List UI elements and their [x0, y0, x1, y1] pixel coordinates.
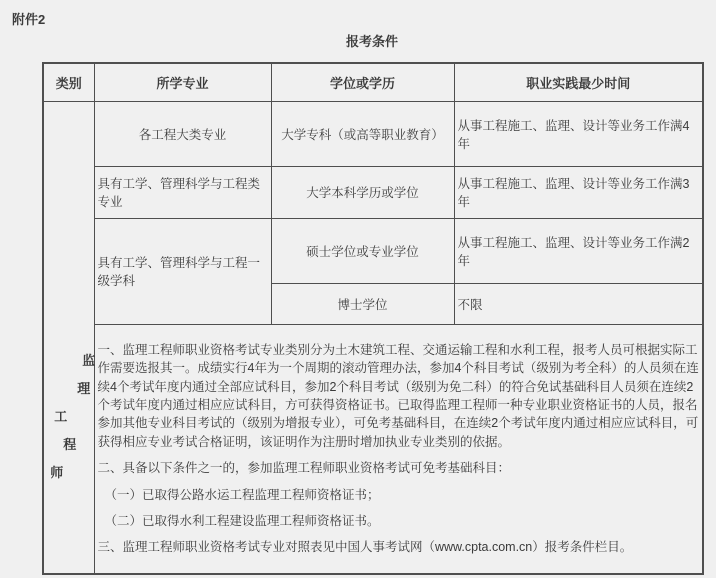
category-char: 程 — [63, 437, 77, 453]
category-char: 工 — [54, 409, 68, 425]
note-paragraph-1: 一、监理工程师职业资格考试专业类别分为土木建筑工程、交通运输工程和水利工程，报考人员可根据实际工作需要选报其一。成绩实行4年为一个周期的滚动管理办法，参加4个科目考试（级别为考全科）的人员须在连续4个考试年度内通过全部应试科目，参加2个科目考试（级别为免二科）的符合免试基础科目人员须在连续2个考试年度内通过相应应试科目，方可获得资格证书。已取得监理工程师一种专业职业资格证书的人员，报名参加其他专业科目考试的（级别为增报专业），可免考基础科目，在连续2个考试年度内通过相应应试科目，可获得相应专业考试合格证明，该证明作为注册时增加执业专业类别的依据。 — [97, 342, 699, 449]
category-cell — [43, 101, 94, 574]
attachment-label: 附件2 — [12, 12, 46, 27]
note-item-1: （一）已取得公路水运工程监理工程师资格证书； — [104, 487, 380, 502]
col-header-category: 类别 — [43, 63, 94, 101]
practice-cell: 从事工程施工、监理、设计等业务工作满2年 — [454, 218, 703, 283]
col-header-practice: 职业实践最少时间 — [454, 63, 703, 101]
header-row — [43, 63, 703, 101]
category-char: 师 — [50, 465, 64, 481]
table-row — [43, 166, 703, 218]
major-cell: 具有工学、管理科学与工程一级学科 — [94, 218, 271, 324]
notes-cell — [94, 324, 703, 574]
degree-cell: 硕士学位或专业学位 — [271, 218, 454, 283]
major-cell: 具有工学、管理科学与工程类专业 — [94, 166, 271, 218]
practice-cell: 不限 — [454, 283, 703, 324]
practice-cell: 从事工程施工、监理、设计等业务工作满3年 — [454, 166, 703, 218]
major-cell: 各工程大类专业 — [94, 101, 271, 166]
table-row — [43, 218, 703, 283]
degree-cell: 博士学位 — [271, 283, 454, 324]
table-row — [43, 101, 703, 166]
category-char: 理 — [77, 381, 91, 397]
col-header-major: 所学专业 — [94, 63, 271, 101]
notes-row — [43, 324, 703, 574]
degree-cell: 大学本科学历或学位 — [271, 166, 454, 218]
conditions-table — [42, 62, 704, 575]
note-paragraph-3: 三、监理工程师职业资格考试专业对照表见中国人事考试网（www.cpta.com.cn）报考条件栏目。 — [97, 540, 633, 555]
page-title: 报考条件 — [345, 34, 398, 49]
category-char: 监 — [82, 353, 96, 369]
practice-cell: 从事工程施工、监理、设计等业务工作满4年 — [454, 101, 703, 166]
degree-cell: 大学专科（或高等职业教育） — [271, 101, 454, 166]
col-header-degree: 学位或学历 — [271, 63, 454, 101]
note-paragraph-2: 二、具备以下条件之一的，参加监理工程师职业资格考试可免考基础科目： — [97, 461, 511, 476]
note-item-2: （二）已取得水利工程建设监理工程师资格证书。 — [104, 513, 380, 528]
category-vertical-label — [47, 347, 96, 487]
